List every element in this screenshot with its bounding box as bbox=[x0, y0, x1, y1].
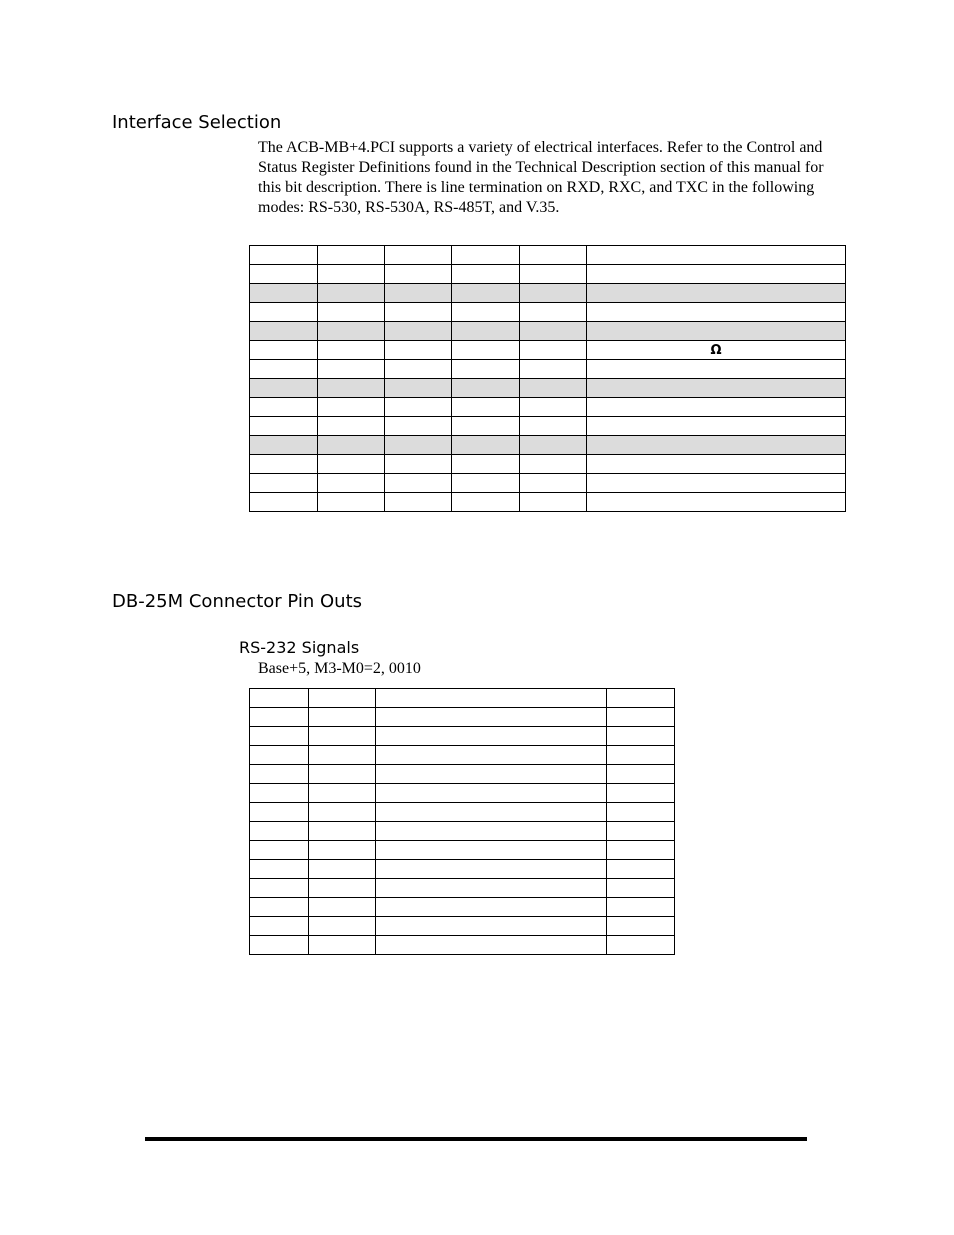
table-cell bbox=[520, 360, 587, 379]
table-cell bbox=[376, 860, 607, 879]
table-cell bbox=[376, 879, 607, 898]
rs232-pinout-table bbox=[249, 688, 675, 955]
omega-symbol: Ω bbox=[710, 342, 722, 358]
table-cell bbox=[452, 303, 520, 322]
table-row bbox=[250, 784, 675, 803]
table-cell bbox=[452, 265, 520, 284]
table-cell bbox=[520, 265, 587, 284]
table-cell bbox=[385, 246, 452, 265]
table-cell bbox=[520, 493, 587, 512]
table-cell bbox=[452, 398, 520, 417]
table-row bbox=[250, 417, 846, 436]
table-cell bbox=[318, 493, 385, 512]
table-row bbox=[250, 360, 846, 379]
table-cell bbox=[250, 689, 309, 708]
table-cell bbox=[376, 746, 607, 765]
interface-selection-heading: Interface Selection bbox=[112, 112, 282, 133]
table-cell bbox=[520, 341, 587, 360]
table-row bbox=[250, 936, 675, 955]
table-row bbox=[250, 341, 846, 360]
table-cell bbox=[587, 417, 846, 436]
table-cell bbox=[607, 898, 675, 917]
table-cell bbox=[376, 727, 607, 746]
table-row bbox=[250, 841, 675, 860]
table-cell bbox=[318, 284, 385, 303]
table-row bbox=[250, 746, 675, 765]
table-cell bbox=[607, 879, 675, 898]
table-cell bbox=[318, 436, 385, 455]
table-cell bbox=[309, 746, 376, 765]
table-cell bbox=[587, 474, 846, 493]
table-cell bbox=[520, 303, 587, 322]
table-cell bbox=[587, 398, 846, 417]
table-cell bbox=[520, 398, 587, 417]
table-row bbox=[250, 455, 846, 474]
table-cell bbox=[607, 727, 675, 746]
table-cell bbox=[250, 746, 309, 765]
table-cell bbox=[607, 708, 675, 727]
table-cell bbox=[309, 822, 376, 841]
table-cell bbox=[587, 322, 846, 341]
table-row bbox=[250, 822, 675, 841]
table-cell bbox=[520, 246, 587, 265]
table-cell bbox=[250, 860, 309, 879]
table-cell bbox=[607, 803, 675, 822]
table-cell bbox=[250, 936, 309, 955]
table-cell bbox=[250, 474, 318, 493]
table-cell bbox=[250, 360, 318, 379]
table-cell bbox=[385, 303, 452, 322]
table-cell bbox=[250, 398, 318, 417]
table-cell bbox=[452, 436, 520, 455]
table-row bbox=[250, 493, 846, 512]
table-cell bbox=[607, 784, 675, 803]
table-cell bbox=[385, 417, 452, 436]
table-cell bbox=[309, 708, 376, 727]
table-cell bbox=[318, 379, 385, 398]
table-cell bbox=[250, 265, 318, 284]
table-cell bbox=[385, 360, 452, 379]
table-cell bbox=[318, 360, 385, 379]
table-cell bbox=[452, 284, 520, 303]
table-cell bbox=[250, 917, 309, 936]
table-row bbox=[250, 765, 675, 784]
table-cell bbox=[385, 493, 452, 512]
interface-selection-paragraph: The ACB-MB+4.PCI supports a variety of electrical interfaces. Refer to the Control and Status Register Definitions found in the Technical Description section of this manual for this bit description. There is line termination on RXD, RXC, and TXC in the following modes: RS-530, RS-530A, RS-485T, and V.35. bbox=[258, 139, 824, 216]
table-cell bbox=[520, 417, 587, 436]
footer-rule bbox=[145, 1137, 807, 1141]
table-row bbox=[250, 246, 846, 265]
table-cell bbox=[250, 455, 318, 474]
table-cell bbox=[376, 803, 607, 822]
table-cell bbox=[452, 417, 520, 436]
table-cell bbox=[587, 265, 846, 284]
table-cell bbox=[520, 322, 587, 341]
table-cell bbox=[250, 841, 309, 860]
table-cell bbox=[318, 474, 385, 493]
table-row bbox=[250, 708, 675, 727]
table-row bbox=[250, 898, 675, 917]
table-cell bbox=[309, 727, 376, 746]
table-cell bbox=[452, 455, 520, 474]
table-cell bbox=[318, 246, 385, 265]
table-cell bbox=[376, 898, 607, 917]
table-row bbox=[250, 474, 846, 493]
table-cell bbox=[250, 436, 318, 455]
table-cell bbox=[250, 708, 309, 727]
table-row bbox=[250, 322, 846, 341]
table-cell bbox=[250, 898, 309, 917]
table-cell bbox=[318, 265, 385, 284]
table-cell bbox=[318, 455, 385, 474]
table-cell bbox=[309, 841, 376, 860]
table-cell bbox=[309, 765, 376, 784]
table-cell bbox=[250, 341, 318, 360]
table-cell bbox=[250, 803, 309, 822]
table-cell bbox=[385, 379, 452, 398]
table-cell bbox=[607, 936, 675, 955]
table-cell bbox=[250, 246, 318, 265]
table-cell bbox=[452, 360, 520, 379]
table-cell bbox=[250, 493, 318, 512]
table-cell bbox=[587, 246, 846, 265]
table-cell bbox=[587, 360, 846, 379]
table-cell bbox=[376, 841, 607, 860]
table-cell bbox=[250, 379, 318, 398]
table-cell bbox=[385, 398, 452, 417]
table-cell bbox=[376, 689, 607, 708]
table-row bbox=[250, 860, 675, 879]
table-cell bbox=[309, 898, 376, 917]
table-cell bbox=[250, 784, 309, 803]
table-row bbox=[250, 879, 675, 898]
table-cell bbox=[318, 417, 385, 436]
table-cell bbox=[607, 860, 675, 879]
table-cell bbox=[376, 917, 607, 936]
table-cell bbox=[309, 803, 376, 822]
table-cell bbox=[309, 784, 376, 803]
table-cell bbox=[587, 455, 846, 474]
table-cell bbox=[385, 284, 452, 303]
table-cell bbox=[607, 689, 675, 708]
table-cell bbox=[250, 322, 318, 341]
table-cell bbox=[385, 474, 452, 493]
table-cell bbox=[452, 246, 520, 265]
table-cell bbox=[520, 474, 587, 493]
table-cell bbox=[318, 303, 385, 322]
table-cell bbox=[607, 765, 675, 784]
table-cell bbox=[318, 341, 385, 360]
table-cell bbox=[376, 765, 607, 784]
table-cell bbox=[587, 341, 846, 360]
table-cell bbox=[376, 936, 607, 955]
table-cell bbox=[376, 708, 607, 727]
rs232-register-note: Base+5, M3-M0=2, 0010 bbox=[258, 660, 421, 677]
table-cell bbox=[452, 474, 520, 493]
table-cell bbox=[376, 784, 607, 803]
table-row bbox=[250, 379, 846, 398]
table-cell bbox=[250, 879, 309, 898]
table-cell bbox=[520, 455, 587, 474]
table-cell bbox=[385, 322, 452, 341]
table-row bbox=[250, 303, 846, 322]
table-row bbox=[250, 265, 846, 284]
table-cell bbox=[250, 765, 309, 784]
table-cell bbox=[309, 879, 376, 898]
table-cell bbox=[607, 746, 675, 765]
table-cell bbox=[318, 322, 385, 341]
table-row bbox=[250, 284, 846, 303]
table-row bbox=[250, 398, 846, 417]
table-cell bbox=[607, 917, 675, 936]
table-cell bbox=[385, 265, 452, 284]
table-cell bbox=[385, 436, 452, 455]
table-cell bbox=[318, 398, 385, 417]
table-cell bbox=[520, 436, 587, 455]
table-cell bbox=[309, 689, 376, 708]
table-cell bbox=[385, 341, 452, 360]
table-cell bbox=[250, 284, 318, 303]
table-row bbox=[250, 803, 675, 822]
table-cell bbox=[587, 379, 846, 398]
table-cell bbox=[376, 822, 607, 841]
table-cell bbox=[250, 417, 318, 436]
rs232-signals-heading: RS-232 Signals bbox=[239, 638, 360, 657]
table-cell bbox=[607, 822, 675, 841]
table-cell bbox=[520, 379, 587, 398]
table-cell bbox=[520, 284, 587, 303]
table-cell bbox=[309, 860, 376, 879]
table-cell bbox=[587, 493, 846, 512]
table-row bbox=[250, 727, 675, 746]
table-row bbox=[250, 689, 675, 708]
table-row bbox=[250, 436, 846, 455]
table-row bbox=[250, 917, 675, 936]
table-cell bbox=[452, 493, 520, 512]
table-cell bbox=[452, 341, 520, 360]
db25-pinout-heading: DB-25M Connector Pin Outs bbox=[112, 591, 363, 612]
table-cell bbox=[452, 379, 520, 398]
interface-mode-table bbox=[249, 245, 846, 512]
table-cell bbox=[250, 303, 318, 322]
table-cell bbox=[309, 936, 376, 955]
table-cell bbox=[607, 841, 675, 860]
table-cell bbox=[309, 917, 376, 936]
table-cell bbox=[587, 284, 846, 303]
table-cell bbox=[250, 822, 309, 841]
table-cell bbox=[587, 303, 846, 322]
table-cell bbox=[587, 436, 846, 455]
table-cell bbox=[452, 322, 520, 341]
table-cell bbox=[385, 455, 452, 474]
table-cell bbox=[250, 727, 309, 746]
